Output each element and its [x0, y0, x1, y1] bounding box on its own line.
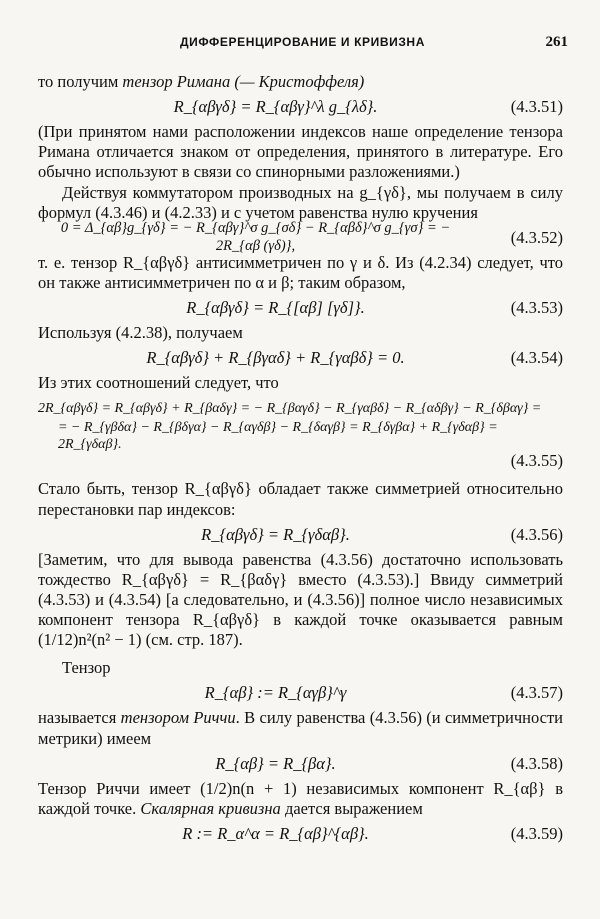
- term-ricci-tensor: тензором Риччи: [120, 708, 236, 728]
- equation-4-3-58: [38, 751, 563, 777]
- equation-number: (4.3.52): [510, 227, 563, 247]
- equation-number: (4.3.51): [510, 97, 563, 117]
- running-title: ДИФФЕРЕНЦИРОВАНИЕ И КРИВИЗНА: [180, 35, 425, 49]
- term-riemann-tensor: тензор Римана (— Кристоффеля): [122, 72, 365, 91]
- equation-number: (4.3.57): [510, 683, 563, 703]
- page-header: [0, 35, 600, 55]
- paragraph-1-text: то получим: [38, 72, 123, 91]
- equation-formula: 0 = Δ_{αβ}g_{γδ} = − R_{αβγ}^σ g_{σδ} − R_{αβδ}^σ g_{γσ} = − 2R_{αβ (γδ)},: [60, 220, 451, 254]
- equation-formula: R_{αβγδ} + R_{βγαδ} + R_{γαβδ} = 0.: [146, 348, 405, 368]
- equation-number: (4.3.58): [510, 753, 563, 773]
- paragraph-11-text-a: Тензор Риччи имеет (1/2)n(n + 1) независимых компонент R_{αβ} в каждой точке.: [38, 778, 563, 818]
- equation-4-3-55-line-1: [38, 395, 563, 421]
- paragraph-1: [38, 72, 563, 92]
- paragraph-7: Стало быть, тензор R_{αβγδ} обладает также симметрией относительно перестановки пар индексов:: [38, 479, 563, 519]
- paragraph-5: Используя (4.2.38), получаем: [38, 323, 243, 342]
- paragraph-11-text-b: дается выражением: [280, 798, 423, 818]
- paragraph-8: [Заметим, что для вывода равенства (4.3.56) достаточно использовать тождество R_{αβγδ} = R_{βαδγ} вместо (4.3.53).] Ввиду симметрий (4.3.53) и (4.3.54) [а следовательно, и (4.3.56)] полное число независимых компонент тензора R_{αβγδ} в каждой точке оказывается равным (1/12)n²(n² − 1) (см. стр. 187).: [38, 549, 563, 650]
- equation-formula: R_{αβγδ} = R_{γδαβ}.: [201, 524, 350, 544]
- page-body: [38, 72, 563, 849]
- paragraph-10: [38, 708, 563, 748]
- equation-formula: R_{αβ} = R_{βα}.: [215, 753, 336, 773]
- equation-formula-line-2: = − R_{γβδα} − R_{βδγα} − R_{αγδβ} − R_{δαγβ} = R_{δγβα} + R_{γδαβ} = 2R_{γδαβ}.: [58, 420, 498, 453]
- page-number: 261: [545, 34, 568, 50]
- paragraph-6: Из этих соотношений следует, что: [38, 373, 279, 393]
- paragraph-10-text-b: . В силу равенства (4.3.56) (и симметричности метрики) имеем: [38, 708, 563, 748]
- equation-number: (4.3.54): [510, 348, 563, 368]
- equation-formula: R_{αβγδ} = R_{[αβ] [γδ]}.: [186, 297, 365, 317]
- term-scalar-curvature: Скалярная кривизна: [140, 798, 281, 818]
- equation-4-3-51: [38, 94, 563, 120]
- equation-number: (4.3.55): [510, 451, 563, 471]
- equation-formula: R := R_α^α = R_{αβ}^{αβ}.: [182, 823, 369, 843]
- equation-4-3-57: [38, 680, 563, 706]
- equation-4-3-53: [38, 295, 563, 321]
- equation-4-3-52: [38, 220, 563, 254]
- equation-number: (4.3.53): [510, 297, 563, 317]
- equation-formula-line-1: 2R_{αβγδ} = R_{αβγδ} + R_{βαδγ} = − R_{βαγδ} − R_{γαβδ} − R_{αδβγ} − R_{δβαγ} =: [38, 400, 542, 416]
- paragraph-11: [38, 779, 563, 819]
- paragraph-2: (При принятом нами расположении индексов наше определение тензора Римана отличается знаком от определения, принятого в литературе. Его обычно используют в связи со спинорными разложениями.): [38, 122, 563, 182]
- equation-4-3-59: [38, 821, 563, 847]
- paragraph-4: т. е. тензор R_{αβγδ} антисимметричен по γ и δ. Из (4.2.34) следует, что он также антисимметричен по α и β; таким образом,: [38, 252, 563, 292]
- equation-number: (4.3.56): [510, 524, 563, 544]
- equation-4-3-54: [38, 345, 563, 371]
- equation-4-3-56: [38, 522, 563, 548]
- equation-number: (4.3.59): [510, 823, 563, 843]
- equation-formula: R_{αβ} := R_{αγβ}^γ: [204, 683, 347, 703]
- equation-4-3-55-line-2: [38, 420, 563, 453]
- paragraph-10-text-a: называется: [38, 708, 121, 728]
- paragraph-3: Действуя коммутатором производных на g_{γδ}, мы получаем в силу формул (4.3.46) и (4.2.33) и с учетом равенства нулю кручения: [38, 182, 563, 222]
- paragraph-9: Тензор: [62, 658, 111, 678]
- equation-formula: R_{αβγδ} = R_{αβγ}^λ g_{λδ}.: [173, 97, 378, 117]
